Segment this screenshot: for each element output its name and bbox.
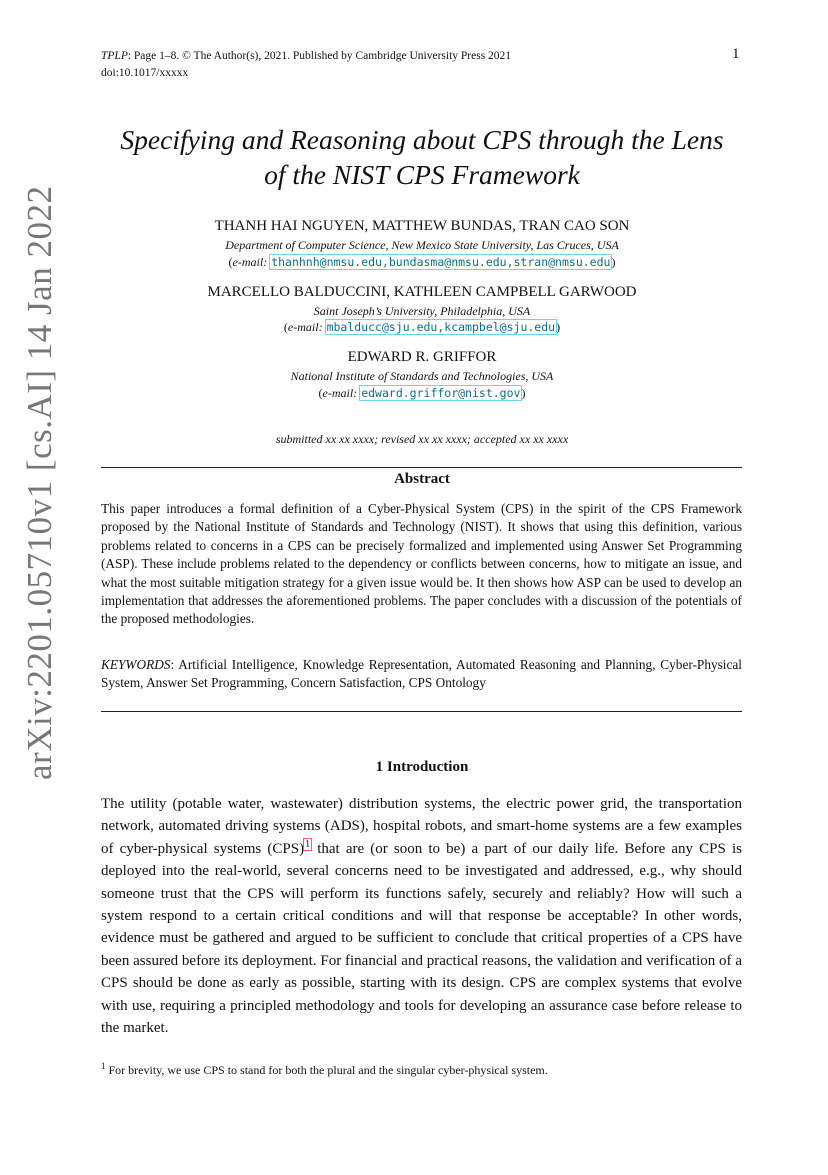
doi: doi:10.1017/xxxxx	[101, 67, 189, 79]
abstract-heading: Abstract	[394, 471, 450, 487]
keywords-label: KEYWORDS	[101, 657, 171, 672]
section-heading: 1 Introduction	[375, 759, 469, 775]
title-line-1: Specifying and Reasoning about CPS through the Lens	[120, 124, 724, 155]
intro-text-start: The utility (potable water, wastewater) distribution systems, the electric power grid, the transportation network, automated driving systems (ADS), hospital robots, and smart-home systems are a few examples of cyber-physical systems (CPS)	[101, 796, 742, 857]
page-number: 1	[732, 46, 740, 62]
keywords	[101, 656, 742, 693]
author-affiliation: Saint Joseph’s University, Philadelphia, USA	[313, 304, 531, 318]
author-email-line: (e-mail: mbalducc@sju.edu,kcampbel@sju.edu)	[283, 320, 561, 334]
author-names: MARCELLO BALDUCCINI, KATHLEEN CAMPBELL GARWOOD	[207, 284, 637, 300]
email-link[interactable]: edward.griffor@nist.gov	[361, 386, 521, 400]
footnote-text: For brevity, we use CPS to stand for both the plural and the singular cyber-physical system.	[105, 1063, 548, 1077]
author-email-line: (e-mail: thanhnh@nmsu.edu,bundasma@nmsu.edu,stran@nmsu.edu)	[228, 255, 616, 269]
introduction-paragraph	[101, 793, 742, 1039]
title-line-2: of the NIST CPS Framework	[264, 159, 580, 190]
abstract-bottom-rule	[101, 711, 742, 712]
author-email-line: (e-mail: edward.griffor@nist.gov)	[318, 386, 526, 400]
author-names: EDWARD R. GRIFFOR	[347, 349, 497, 365]
abstract-text: This paper introduces a formal definition of a Cyber-Physical System (CPS) in the spirit of the CPS Framework proposed by the National Institute of Standards and Technology (NIST). It shows that using this definition, various problems related to concerns in a CPS can be precisely formalized and implemented using Answer Set Programming (ASP). These include problems related to the dependency or conflicts between concerns, how to mitigate an issue, and what the most suitable mitigation strategy for a given issue would be. It then shows how ASP can be used to develop an implementation that addresses the aforementioned problems. The paper concludes with a discussion of the potentials of the proposed methodologies.	[101, 501, 742, 627]
email-label: e-mail:	[287, 320, 323, 334]
author-affiliation: Department of Computer Science, New Mexico State University, Las Cruces, USA	[225, 238, 619, 252]
paper-title	[90, 122, 754, 192]
email-link[interactable]: thanhnh@nmsu.edu,bundasma@nmsu.edu,stran@nmsu.edu	[271, 255, 611, 269]
submission-dates: submitted xx xx xxxx; revised xx xx xxxx; accepted xx xx xxxx	[275, 432, 569, 446]
intro-text-rest: that are (or soon to be) a part of our daily life. Before any CPS is deployed into the real-world, several concerns need to be investigated and addressed, e.g., why should someone trust that the CPS will perform its functions safely, securely and reliably? How will such a system respond to a certain critical conditions and will that response be acceptable? In other words, evidence must be gathered and argued to be sufficient to conclude that critical properties of a CPS have been assured before its deployment. For financial and practical reasons, the validation and verification of a CPS should be done as early as possible, starting with its design. CPS are complex systems that evolve with use, requiring a principled methodology and tools for developing an assurance case before release to the market.	[101, 840, 742, 1037]
arxiv-stamp: arXiv:2201.05710v1 [cs.AI] 14 Jan 2022	[20, 185, 59, 780]
email-label: e-mail:	[232, 255, 268, 269]
footnote	[101, 1061, 742, 1078]
footnote-reference-link[interactable]: 1	[305, 838, 311, 850]
author-affiliation: National Institute of Standards and Technologies, USA	[290, 369, 554, 383]
email-link[interactable]: mbalducc@sju.edu,kcampbel@sju.edu	[326, 320, 556, 334]
running-header	[101, 48, 511, 82]
journal-name: TPLP	[101, 50, 128, 62]
email-label: e-mail:	[322, 386, 358, 400]
footnote-mark: 1	[101, 1061, 106, 1071]
abstract-top-rule	[101, 467, 742, 468]
author-names: THANH HAI NGUYEN, MATTHEW BUNDAS, TRAN CAO SON	[214, 218, 630, 234]
header-citation: : Page 1–8. © The Author(s), 2021. Published by Cambridge University Press 2021	[127, 50, 512, 62]
keywords-text: : Artificial Intelligence, Knowledge Representation, Automated Reasoning and Planning, Cyber-Physical System, Answer Set Programming, Concern Satisfaction, CPS Ontology	[101, 657, 742, 691]
